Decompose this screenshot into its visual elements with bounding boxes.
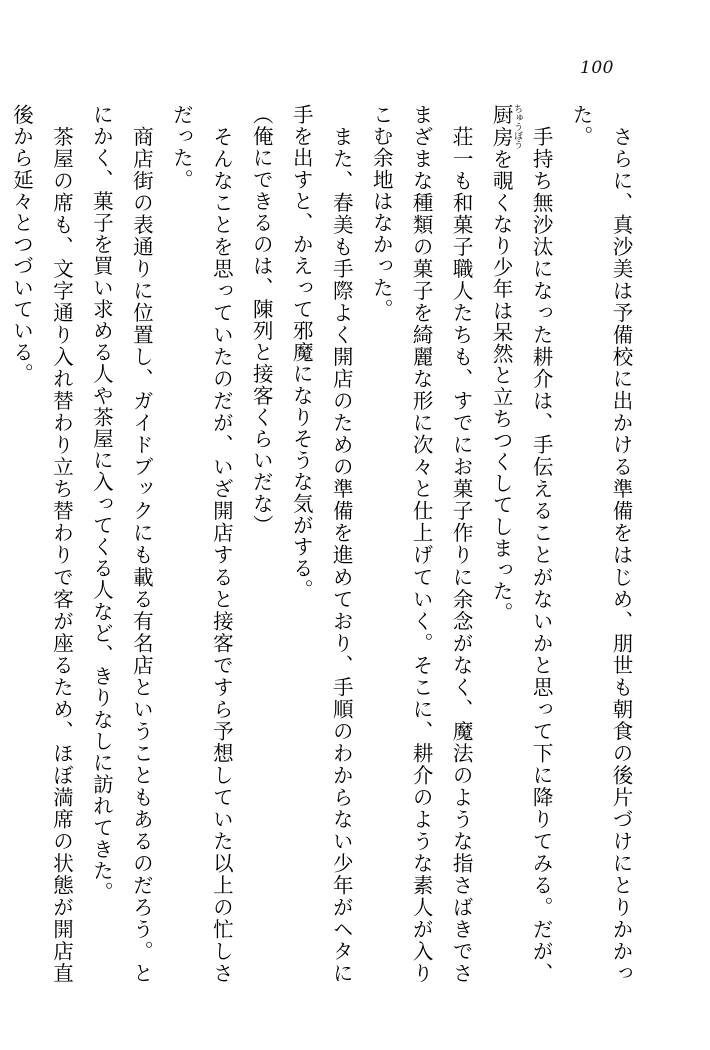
page-number: 100 — [580, 58, 614, 78]
paragraph: また、春美も手際よく開店のための準備を進めており、手順のわからない少年がヘタに手を出すと、かえって邪魔になりそうな気がする。 — [289, 104, 354, 984]
ruby-annotation: 厨房 ちゅうぼう — [489, 104, 523, 149]
paragraph: そんなことを思っていたのだが、いざ開店すると接客ですら予想していた以上の忙しさだった。 — [169, 104, 234, 984]
paragraph-parenthetical: （俺にできるのは、陳列と接客くらいだな） — [249, 104, 274, 536]
paragraph: さらに、真沙美は予備校に出かける準備をはじめ、朋世も朝食の後片づけにとりかかった。 — [569, 104, 633, 984]
paragraph: 商店街の表通りに位置し、ガイドブックにも載る有名店ということもあるのだろう。とにかく、菓子を買い求める人や茶屋に入ってくる人など、きりなしに訪れてきた。 — [89, 104, 154, 984]
paragraph: 茶屋の席も、文字通り入れ替わり立ち替わりで客が座るため、ほぼ満席の状態が開店直後から延々とつづいている。 — [9, 104, 74, 984]
paragraph: 荘一も和菓子職人たちも、すでにお菓子作りに余念がなく、魔法のような指さばきでさまざまな種類の菓子を綺麗な形に次々と仕上げていく。そこに、耕介のような素人が入りこむ余地はなかった。 — [369, 104, 474, 984]
novel-body-text — [9, 104, 640, 984]
paragraph-part: 手持ち無沙汰になった耕介は、手伝えることがないかと思って下に降りてみる。だが、厨房 ちゅうぼうを覗くなり少年は呆然と立ちつくしてしまった。 — [489, 104, 554, 984]
paragraph-with-ruby — [480, 104, 560, 984]
